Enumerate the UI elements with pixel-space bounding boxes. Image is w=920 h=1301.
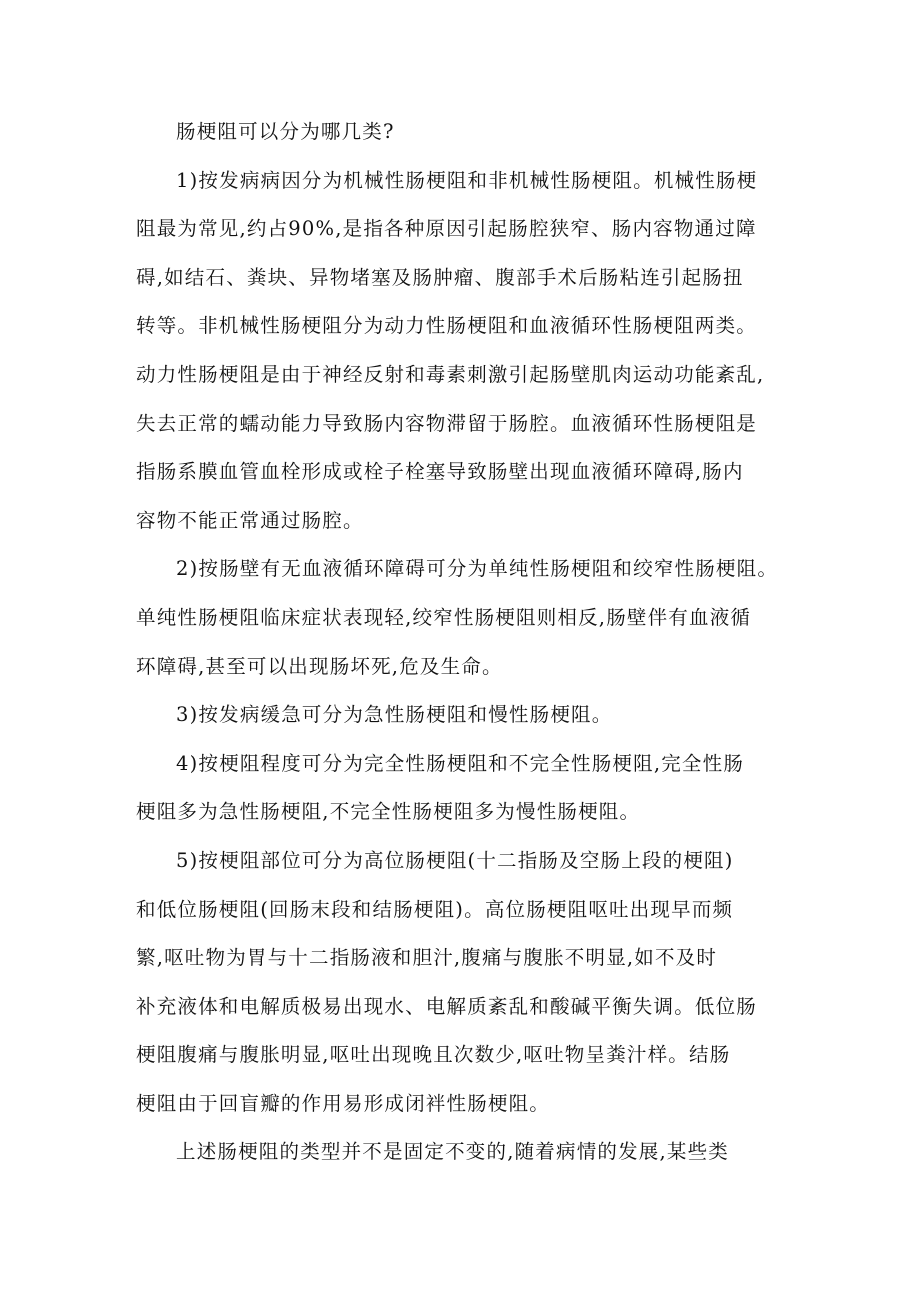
paragraph-1-line-5: 动力性肠梗阻是由于神经反射和毒素刺激引起肠壁肌肉运动功能紊乱, xyxy=(136,362,765,386)
document-body xyxy=(136,108,792,1177)
paragraph-2-line-1: 2)按肠壁有无血液循环障碍可分为单纯性肠梗阻和绞窄性肠梗阻。 xyxy=(176,557,779,581)
paragraph-5-line-2: 和低位肠梗阻(回肠末段和结肠梗阻)。高位肠梗阻呕吐出现早而频 xyxy=(136,897,734,921)
paragraph-1-line-7: 指肠系膜血管血栓形成或栓子栓塞导致肠壁出现血液循环障碍,肠内 xyxy=(136,460,744,484)
paragraph-1-line-2: 阻最为常见,约占90%,是指各种原因引起肠腔狭窄、肠内容物通过障 xyxy=(136,217,757,241)
paragraph-5-line-6: 梗阻由于回盲瓣的作用易形成闭袢性肠梗阻。 xyxy=(136,1091,551,1115)
paragraph-1-line-4: 转等。非机械性肠梗阻分为动力性肠梗阻和血液循环性肠梗阻两类。 xyxy=(136,314,758,338)
paragraph-5-line-3: 繁,呕吐物为胃与十二指肠液和胆汁,腹痛与腹胀不明显,如不及时 xyxy=(136,946,718,970)
paragraph-3-line-1: 3)按发病缓急可分为急性肠梗阻和慢性肠梗阻。 xyxy=(176,703,613,727)
paragraph-5-line-5: 梗阻腹痛与腹胀明显,呕吐出现晚且次数少,呕吐物呈粪汁样。结肠 xyxy=(136,1043,731,1067)
paragraph-2-line-2: 单纯性肠梗阻临床症状表现轻,绞窄性肠梗阻则相反,肠壁伴有血液循 xyxy=(136,605,752,629)
paragraph-5-line-1: 5)按梗阻部位可分为高位肠梗阻(十二指肠及空肠上段的梗阻) xyxy=(176,848,734,872)
paragraph-4-line-1: 4)按梗阻程度可分为完全性肠梗阻和不完全性肠梗阻,完全性肠 xyxy=(176,751,745,775)
paragraph-1-line-1: 1)按发病病因分为机械性肠梗阻和非机械性肠梗阻。机械性肠梗 xyxy=(176,168,758,192)
paragraph-6-line-1: 上述肠梗阻的类型并不是固定不变的,随着病情的发展,某些类 xyxy=(176,1140,729,1164)
paragraph-1-line-3: 碍,如结石、粪块、异物堵塞及肠肿瘤、腹部手术后肠粘连引起肠扭 xyxy=(136,265,744,289)
question-heading: 肠梗阻可以分为哪几类? xyxy=(176,120,395,143)
paragraph-1-line-6: 失去正常的蠕动能力导致肠内容物滞留于肠腔。血液循环性肠梗阻是 xyxy=(136,411,758,435)
paragraph-1-line-8: 容物不能正常通过肠腔。 xyxy=(136,508,364,532)
paragraph-5-line-4: 补充液体和电解质极易出现水、电解质紊乱和酸碱平衡失调。低位肠 xyxy=(136,994,758,1018)
paragraph-4-line-2: 梗阻多为急性肠梗阻,不完全性肠梗阻多为慢性肠梗阻。 xyxy=(136,800,641,824)
paragraph-2-line-3: 环障碍,甚至可以出现肠坏死,危及生命。 xyxy=(136,654,503,678)
